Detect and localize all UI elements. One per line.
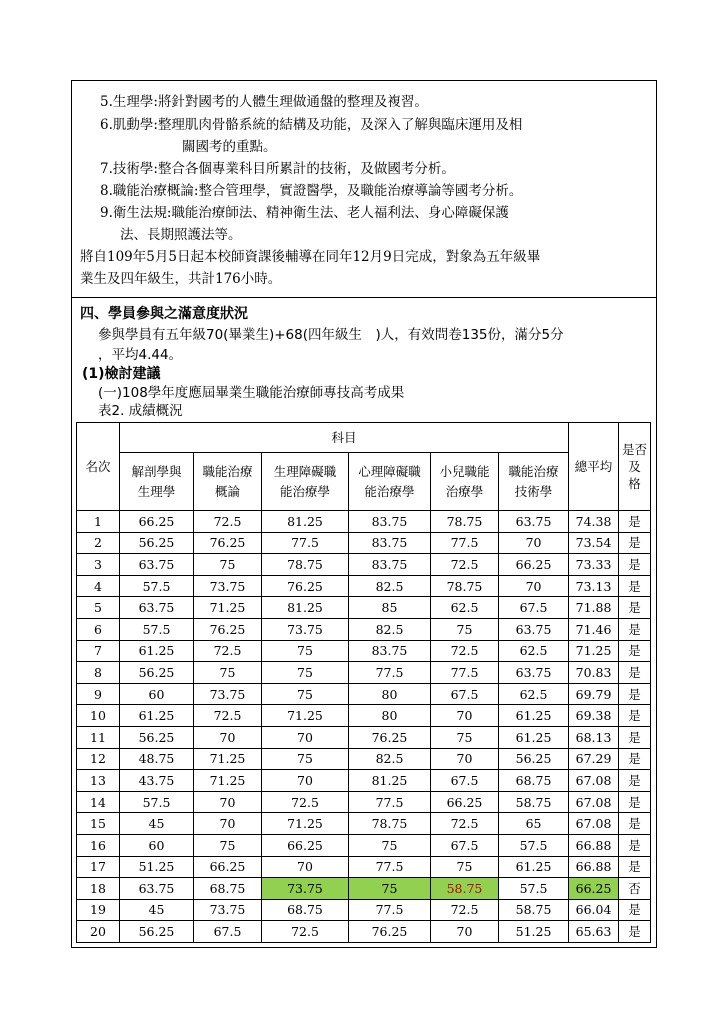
score-cell: 75 bbox=[262, 662, 349, 684]
score-table bbox=[76, 422, 651, 943]
table-row bbox=[77, 921, 651, 943]
score-cell: 75 bbox=[431, 726, 499, 748]
rank-cell: 3 bbox=[77, 554, 120, 576]
pass-cell: 是 bbox=[619, 921, 651, 943]
score-cell: 82.5 bbox=[349, 618, 431, 640]
score-cell: 73.75 bbox=[194, 683, 262, 705]
score-cell: 66.25 bbox=[262, 834, 349, 856]
rank-cell: 1 bbox=[77, 511, 120, 533]
score-cell: 57.5 bbox=[120, 575, 194, 597]
score-cell: 83.75 bbox=[349, 640, 431, 662]
score-cell: 77.5 bbox=[431, 662, 499, 684]
score-cell: 63.75 bbox=[120, 554, 194, 576]
score-cell: 70 bbox=[262, 726, 349, 748]
score-cell: 66.25 bbox=[431, 791, 499, 813]
score-cell: 68.75 bbox=[194, 878, 262, 900]
item-5: 5.生理學:將針對國考的人體生理做通盤的整理及複習。 bbox=[100, 94, 428, 110]
score-cell: 75 bbox=[349, 878, 431, 900]
average-cell: 67.08 bbox=[569, 791, 619, 813]
average-cell: 66.25 bbox=[569, 878, 619, 900]
pass-cell: 是 bbox=[619, 662, 651, 684]
score-cell: 73.75 bbox=[194, 575, 262, 597]
item-7: 7.技術學:整合各個專業科目所累計的技術，及做國考分析。 bbox=[100, 161, 455, 177]
section-divider bbox=[72, 297, 656, 298]
score-cell: 80 bbox=[349, 683, 431, 705]
score-cell: 56.25 bbox=[120, 532, 194, 554]
table-row bbox=[77, 532, 651, 554]
score-cell: 77.5 bbox=[349, 856, 431, 878]
pass-cell: 是 bbox=[619, 554, 651, 576]
score-cell: 70 bbox=[431, 705, 499, 727]
table-row bbox=[77, 597, 651, 619]
rank-cell: 18 bbox=[77, 878, 120, 900]
score-cell: 70 bbox=[194, 726, 262, 748]
rank-cell: 14 bbox=[77, 791, 120, 813]
score-cell: 51.25 bbox=[120, 856, 194, 878]
table-row bbox=[77, 856, 651, 878]
rank-cell: 2 bbox=[77, 532, 120, 554]
average-cell: 73.13 bbox=[569, 575, 619, 597]
score-cell: 56.25 bbox=[120, 921, 194, 943]
satisfaction-line-1: 參與學員有五年級70(畢業生)+68(四年級生 )人，有效問卷135份，滿分5分 bbox=[98, 327, 564, 343]
rank-cell: 12 bbox=[77, 748, 120, 770]
pass-cell: 是 bbox=[619, 597, 651, 619]
score-cell: 72.5 bbox=[262, 791, 349, 813]
item-6: 6.肌動學:整理肌肉骨骼系統的結構及功能，及深入了解與臨床運用及相 bbox=[100, 117, 523, 133]
pass-cell: 是 bbox=[619, 834, 651, 856]
pass-cell: 是 bbox=[619, 640, 651, 662]
score-cell: 72.5 bbox=[431, 640, 499, 662]
score-cell: 60 bbox=[120, 834, 194, 856]
score-cell: 72.5 bbox=[194, 640, 262, 662]
table-caption: 表2. 成績概況 bbox=[98, 403, 183, 419]
table-row bbox=[77, 791, 651, 813]
average-cell: 74.38 bbox=[569, 511, 619, 533]
average-cell: 66.88 bbox=[569, 856, 619, 878]
score-cell: 61.25 bbox=[499, 705, 569, 727]
score-cell: 62.5 bbox=[499, 683, 569, 705]
average-cell: 70.83 bbox=[569, 662, 619, 684]
score-cell: 70 bbox=[431, 748, 499, 770]
score-cell: 70 bbox=[262, 856, 349, 878]
pass-cell: 是 bbox=[619, 856, 651, 878]
pass-cell: 是 bbox=[619, 791, 651, 813]
pass-cell: 是 bbox=[619, 575, 651, 597]
pass-cell: 是 bbox=[619, 770, 651, 792]
average-cell: 73.33 bbox=[569, 554, 619, 576]
rank-cell: 9 bbox=[77, 683, 120, 705]
score-cell: 57.5 bbox=[120, 791, 194, 813]
pass-cell: 是 bbox=[619, 511, 651, 533]
score-cell: 76.25 bbox=[194, 532, 262, 554]
score-cell: 61.25 bbox=[120, 705, 194, 727]
score-cell: 62.5 bbox=[431, 597, 499, 619]
score-cell: 75 bbox=[431, 618, 499, 640]
pass-cell: 是 bbox=[619, 532, 651, 554]
table-row bbox=[77, 640, 651, 662]
score-cell: 43.75 bbox=[120, 770, 194, 792]
table-row bbox=[77, 770, 651, 792]
score-cell: 68.75 bbox=[262, 899, 349, 921]
pass-cell: 是 bbox=[619, 618, 651, 640]
score-cell: 70 bbox=[499, 575, 569, 597]
score-cell: 76.25 bbox=[349, 726, 431, 748]
score-cell: 51.25 bbox=[499, 921, 569, 943]
table-row bbox=[77, 899, 651, 921]
score-cell: 76.25 bbox=[194, 618, 262, 640]
average-cell: 67.08 bbox=[569, 813, 619, 835]
score-cell: 57.5 bbox=[499, 878, 569, 900]
table-row bbox=[77, 575, 651, 597]
subjects-header: 科目 bbox=[120, 423, 569, 453]
table-row bbox=[77, 662, 651, 684]
score-cell: 73.75 bbox=[262, 618, 349, 640]
score-cell: 77.5 bbox=[349, 662, 431, 684]
score-cell: 71.25 bbox=[262, 813, 349, 835]
average-cell: 73.54 bbox=[569, 532, 619, 554]
score-cell: 72.5 bbox=[431, 813, 499, 835]
score-cell: 70 bbox=[431, 921, 499, 943]
score-cell: 61.25 bbox=[499, 726, 569, 748]
score-cell: 76.25 bbox=[349, 921, 431, 943]
score-cell: 70 bbox=[194, 813, 262, 835]
rank-cell: 5 bbox=[77, 597, 120, 619]
score-cell: 67.5 bbox=[431, 683, 499, 705]
score-cell: 68.75 bbox=[499, 770, 569, 792]
average-cell: 69.79 bbox=[569, 683, 619, 705]
schedule-line-1: 將自109年5月5日起本校師資課後輔導在同年12月9日完成，對象為五年級畢 bbox=[80, 249, 541, 265]
score-cell: 78.75 bbox=[431, 575, 499, 597]
rank-cell: 10 bbox=[77, 705, 120, 727]
rank-cell: 20 bbox=[77, 921, 120, 943]
subject-header: 心理障礙職 能治療學 bbox=[349, 453, 431, 511]
score-cell: 78.75 bbox=[349, 813, 431, 835]
score-cell: 70 bbox=[499, 532, 569, 554]
score-cell: 75 bbox=[349, 834, 431, 856]
score-cell: 75 bbox=[194, 554, 262, 576]
rank-cell: 7 bbox=[77, 640, 120, 662]
score-cell: 67.5 bbox=[499, 597, 569, 619]
score-cell: 67.5 bbox=[431, 770, 499, 792]
pass-header: 是否及 格 bbox=[619, 423, 651, 511]
score-cell: 77.5 bbox=[262, 532, 349, 554]
score-cell: 56.25 bbox=[120, 662, 194, 684]
pass-cell: 是 bbox=[619, 748, 651, 770]
pass-cell: 是 bbox=[619, 726, 651, 748]
score-cell: 76.25 bbox=[262, 575, 349, 597]
score-cell: 58.75 bbox=[499, 899, 569, 921]
average-cell: 71.25 bbox=[569, 640, 619, 662]
score-cell: 72.5 bbox=[431, 899, 499, 921]
table-row bbox=[77, 748, 651, 770]
score-cell: 81.25 bbox=[349, 770, 431, 792]
average-cell: 68.13 bbox=[569, 726, 619, 748]
score-cell: 61.25 bbox=[499, 856, 569, 878]
score-cell: 81.25 bbox=[262, 511, 349, 533]
item-8: 8.職能治療概論:整合管理學，實證醫學，及職能治療導論等國考分析。 bbox=[100, 183, 523, 199]
score-cell: 75 bbox=[431, 856, 499, 878]
table-row bbox=[77, 834, 651, 856]
score-cell: 70 bbox=[194, 791, 262, 813]
average-cell: 71.46 bbox=[569, 618, 619, 640]
table-row bbox=[77, 683, 651, 705]
score-cell: 73.75 bbox=[194, 899, 262, 921]
item-6-continuation: 關國考的重點。 bbox=[182, 139, 277, 155]
rank-cell: 16 bbox=[77, 834, 120, 856]
score-cell: 58.75 bbox=[431, 878, 499, 900]
rank-cell: 11 bbox=[77, 726, 120, 748]
score-cell: 56.25 bbox=[120, 726, 194, 748]
table-row bbox=[77, 511, 651, 533]
score-cell: 63.75 bbox=[499, 511, 569, 533]
score-cell: 75 bbox=[262, 683, 349, 705]
score-cell: 63.75 bbox=[120, 597, 194, 619]
item-9: 9.衛生法規:職能治療師法、精神衛生法、老人福利法、身心障礙保護 bbox=[100, 205, 509, 221]
score-cell: 63.75 bbox=[499, 618, 569, 640]
score-cell: 57.5 bbox=[499, 834, 569, 856]
document-frame bbox=[71, 80, 657, 948]
score-cell: 77.5 bbox=[349, 899, 431, 921]
score-cell: 72.5 bbox=[262, 921, 349, 943]
score-cell: 75 bbox=[262, 748, 349, 770]
subject-header: 生理障礙職 能治療學 bbox=[262, 453, 349, 511]
section-4-title: 四、學員參與之滿意度狀況 bbox=[80, 306, 248, 322]
pass-cell: 是 bbox=[619, 813, 651, 835]
score-cell: 67.5 bbox=[194, 921, 262, 943]
score-cell: 66.25 bbox=[194, 856, 262, 878]
pass-cell: 是 bbox=[619, 899, 651, 921]
score-cell: 77.5 bbox=[349, 791, 431, 813]
average-cell: 67.29 bbox=[569, 748, 619, 770]
review-title: (1)檢討建議 bbox=[82, 366, 161, 382]
score-cell: 80 bbox=[349, 705, 431, 727]
rank-cell: 8 bbox=[77, 662, 120, 684]
score-cell: 85 bbox=[349, 597, 431, 619]
satisfaction-line-2: ，平均4.44。 bbox=[98, 347, 183, 363]
average-cell: 66.04 bbox=[569, 899, 619, 921]
score-cell: 82.5 bbox=[349, 748, 431, 770]
score-cell: 81.25 bbox=[262, 597, 349, 619]
schedule-line-2: 業生及四年級生，共計176小時。 bbox=[80, 271, 282, 287]
score-cell: 71.25 bbox=[262, 705, 349, 727]
rank-cell: 15 bbox=[77, 813, 120, 835]
score-cell: 60 bbox=[120, 683, 194, 705]
table-row bbox=[77, 813, 651, 835]
score-cell: 61.25 bbox=[120, 640, 194, 662]
score-cell: 75 bbox=[194, 662, 262, 684]
average-cell: 66.88 bbox=[569, 834, 619, 856]
average-header: 總平均 bbox=[569, 423, 619, 511]
score-cell: 66.25 bbox=[499, 554, 569, 576]
average-cell: 69.38 bbox=[569, 705, 619, 727]
score-cell: 77.5 bbox=[431, 532, 499, 554]
score-cell: 75 bbox=[262, 640, 349, 662]
rank-header: 名次 bbox=[77, 423, 120, 511]
score-cell: 73.75 bbox=[262, 878, 349, 900]
average-cell: 65.63 bbox=[569, 921, 619, 943]
subject-header: 職能治療 概論 bbox=[194, 453, 262, 511]
rank-cell: 4 bbox=[77, 575, 120, 597]
score-cell: 72.5 bbox=[194, 511, 262, 533]
score-cell: 63.75 bbox=[120, 878, 194, 900]
item-9-continuation: 法、長期照護法等。 bbox=[120, 227, 242, 243]
average-cell: 71.88 bbox=[569, 597, 619, 619]
score-cell: 62.5 bbox=[499, 640, 569, 662]
subject-header: 解剖學與 生理學 bbox=[120, 453, 194, 511]
score-cell: 71.25 bbox=[194, 597, 262, 619]
score-cell: 45 bbox=[120, 899, 194, 921]
rank-cell: 17 bbox=[77, 856, 120, 878]
score-cell: 58.75 bbox=[499, 791, 569, 813]
score-cell: 65 bbox=[499, 813, 569, 835]
score-cell: 66.25 bbox=[120, 511, 194, 533]
score-cell: 70 bbox=[262, 770, 349, 792]
results-subtitle: (一)108學年度應屆畢業生職能治療師專技高考成果 bbox=[98, 385, 405, 401]
pass-cell: 是 bbox=[619, 705, 651, 727]
table-row bbox=[77, 554, 651, 576]
score-cell: 67.5 bbox=[431, 834, 499, 856]
score-cell: 72.5 bbox=[194, 705, 262, 727]
average-cell: 67.08 bbox=[569, 770, 619, 792]
table-row bbox=[77, 726, 651, 748]
score-cell: 78.75 bbox=[431, 511, 499, 533]
score-cell: 48.75 bbox=[120, 748, 194, 770]
score-cell: 56.25 bbox=[499, 748, 569, 770]
subject-header: 職能治療 技術學 bbox=[499, 453, 569, 511]
score-cell: 72.5 bbox=[431, 554, 499, 576]
score-cell: 83.75 bbox=[349, 554, 431, 576]
rank-cell: 6 bbox=[77, 618, 120, 640]
score-cell: 63.75 bbox=[499, 662, 569, 684]
pass-cell: 否 bbox=[619, 878, 651, 900]
table-row bbox=[77, 618, 651, 640]
rank-cell: 19 bbox=[77, 899, 120, 921]
subject-header: 小兒職能 治療學 bbox=[431, 453, 499, 511]
score-cell: 45 bbox=[120, 813, 194, 835]
score-cell: 83.75 bbox=[349, 532, 431, 554]
table-row bbox=[77, 878, 651, 900]
score-cell: 71.25 bbox=[194, 770, 262, 792]
score-cell: 82.5 bbox=[349, 575, 431, 597]
rank-cell: 13 bbox=[77, 770, 120, 792]
score-cell: 75 bbox=[194, 834, 262, 856]
score-cell: 57.5 bbox=[120, 618, 194, 640]
pass-cell: 是 bbox=[619, 683, 651, 705]
score-cell: 71.25 bbox=[194, 748, 262, 770]
table-row bbox=[77, 705, 651, 727]
score-cell: 78.75 bbox=[262, 554, 349, 576]
score-cell: 83.75 bbox=[349, 511, 431, 533]
